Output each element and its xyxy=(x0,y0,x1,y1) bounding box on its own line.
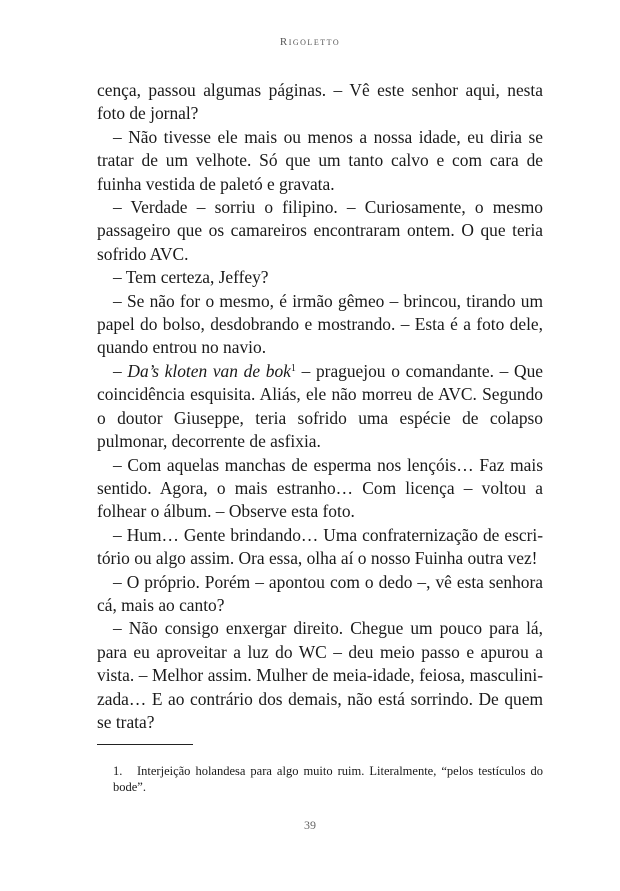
paragraph: – Não consigo enxergar direito. Chegue um pouco para lá, para eu aproveitar a luz do WC – deu meio passo e apurou a vista. – Melhor assim. Mulher de meia-idade, feiosa, masculinizada… E ao contrário dos demais, não está sorrindo. De quem se trata? xyxy=(97,618,543,732)
footnote xyxy=(113,763,543,795)
footnote-separator xyxy=(97,744,193,745)
paragraph: – Com aquelas manchas de esperma nos lençóis… Faz mais sentido. Agora, o mais estranho… Com licença – voltou a folhear o álbum. – Observe esta foto. xyxy=(97,454,543,522)
paragraph-with-quote xyxy=(97,360,543,454)
dutch-expression: Da’s kloten van de bok xyxy=(127,360,291,381)
paragraph: – Não tivesse ele mais ou menos a nossa idade, eu diria se tratar de um velhote. Só que um tanto calvo e com cara de fuinha vestida de paletó e gravata. xyxy=(97,126,543,194)
paragraph: – Se não for o mesmo, é irmão gêmeo – brincou, tirando um papel do bolso, desdobrando e mostrando. – Esta é a foto dele, quando entrou no navio. xyxy=(97,290,543,358)
body-text xyxy=(97,79,543,734)
paragraph: – Tem certeza, Jeffey? xyxy=(113,267,269,288)
footnote-number: 1. xyxy=(113,764,123,778)
footnote-reference: 1 xyxy=(290,362,296,374)
footnote-text: Interjeição holandesa para algo muito ruim. Literalmente, “pelos testículos do bode”. xyxy=(113,764,543,794)
paragraph: – O próprio. Porém – apontou com o dedo –, vê esta senhora cá, mais ao canto? xyxy=(97,571,543,615)
running-head: Rigoletto xyxy=(279,36,341,48)
quote-rest: – praguejou o comandante. – Que coincidência esquisita. Aliás, ele não morreu de AVC. Segundo o doutor Giuseppe, teria sofrido uma espécie de colapso pulmonar, decorrente de asfixia. xyxy=(97,360,543,452)
paragraph: – Verdade – sorriu o filipino. – Curiosamente, o mesmo passageiro que os camareiros encontraram ontem. O que teria sofrido AVC. xyxy=(97,197,543,264)
paragraph: cença, passou algumas páginas. – Vê este senhor aqui, nesta foto de jornal? xyxy=(97,80,543,124)
quote-prefix: – xyxy=(113,360,128,381)
page-number: 39 xyxy=(304,818,316,832)
paragraph: – Hum… Gente brindando… Uma confraternização de escritório ou algo assim. Ora essa, olha aí o nosso Fuinha outra vez! xyxy=(97,524,543,569)
